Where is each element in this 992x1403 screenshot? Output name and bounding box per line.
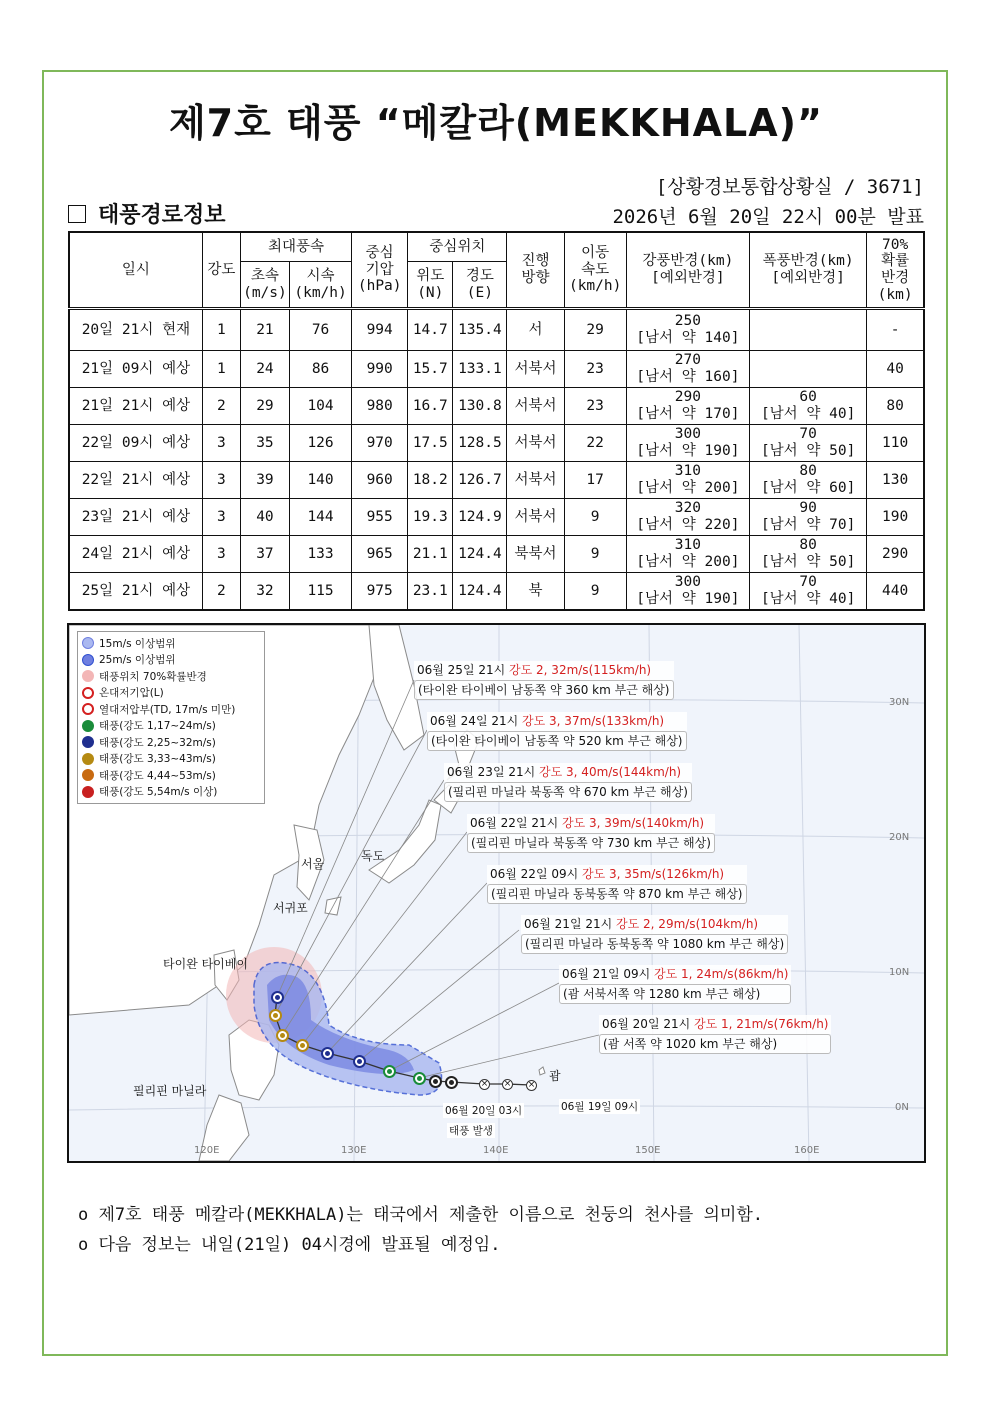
header-wind-kmh: 시속 (km/h) xyxy=(289,262,351,309)
cell-prob: 110 xyxy=(867,425,924,462)
cell-dir: 북 xyxy=(507,573,564,611)
cell-speed: 9 xyxy=(564,573,626,611)
legend-item xyxy=(82,652,260,669)
extratropical-low-icon xyxy=(82,687,94,699)
typhoon-position-icon xyxy=(296,1039,309,1052)
header-storm-radius: 폭풍반경(km) [예외반경] xyxy=(750,232,867,309)
cell-hpa: 965 xyxy=(352,536,408,573)
cell-gale: 320 [남서 약 220] xyxy=(626,499,749,536)
typhoon-position-icon xyxy=(445,1076,458,1089)
issued-time: 2026년 6월 20일 22시 00분 발표 xyxy=(612,206,924,228)
cell-kmh: 126 xyxy=(289,425,351,462)
annotation-location: (괌 서북서쪽 약 1280 km 부근 해상) xyxy=(559,984,791,1005)
cell-ms: 35 xyxy=(240,425,289,462)
legend-label: 15m/s 이상범위 xyxy=(99,637,176,650)
cell-ms: 24 xyxy=(240,351,289,388)
cell-kmh: 140 xyxy=(289,462,351,499)
grid-label: 130E xyxy=(341,1145,367,1156)
place-seoul: 서울 xyxy=(301,857,325,871)
cell-lat: 15.7 xyxy=(408,351,453,388)
cell-storm: 80 [남서 약 50] xyxy=(750,536,867,573)
grid-label: 20N xyxy=(889,832,910,843)
cell-lat: 23.1 xyxy=(408,573,453,611)
legend-item xyxy=(82,685,260,702)
cell-kmh: 104 xyxy=(289,388,351,425)
annotation-strength: 강도 2, 29m/s(104km/h) xyxy=(616,917,759,931)
header-direction: 진행 방향 xyxy=(507,232,564,309)
annotation-strength: 강도 1, 21m/s(76km/h) xyxy=(694,1017,829,1031)
cell-gale: 250 [남서 약 140] xyxy=(626,309,749,351)
cell-ms: 37 xyxy=(240,536,289,573)
cell-strength: 3 xyxy=(202,425,240,462)
typhoon-map xyxy=(67,623,926,1163)
cell-speed: 9 xyxy=(564,536,626,573)
cell-storm: 70 [남서 약 50] xyxy=(750,425,867,462)
header-datetime: 일시 xyxy=(69,232,202,309)
legend-item xyxy=(82,635,260,652)
cell-prob: 440 xyxy=(867,573,924,611)
cell-strength: 2 xyxy=(202,573,240,611)
legend-label: 태풍(강도 5,54m/s 이상) xyxy=(99,786,218,799)
cell-ms: 29 xyxy=(240,388,289,425)
cell-speed: 22 xyxy=(564,425,626,462)
cell-prob: 130 xyxy=(867,462,924,499)
cell-datetime: 23일 21시 예상 xyxy=(69,499,202,536)
place-dokdo: 독도 xyxy=(361,849,385,863)
cell-speed: 23 xyxy=(564,388,626,425)
legend-item xyxy=(82,718,260,735)
legend-item xyxy=(82,701,260,718)
cell-hpa: 960 xyxy=(352,462,408,499)
legend-label: 25m/s 이상범위 xyxy=(99,654,176,667)
cell-gale: 300 [남서 약 190] xyxy=(626,425,749,462)
cell-speed: 9 xyxy=(564,499,626,536)
cell-hpa: 990 xyxy=(352,351,408,388)
place-guam: 괌 xyxy=(549,1069,561,1083)
typhoon-1-icon xyxy=(82,720,94,732)
track-annotation xyxy=(599,1015,831,1054)
cell-strength: 3 xyxy=(202,462,240,499)
header-probability: 70% 확률 반경 (km) xyxy=(867,232,924,309)
cell-speed: 17 xyxy=(564,462,626,499)
grid-label: 30N xyxy=(889,697,910,708)
cell-dir: 서북서 xyxy=(507,499,564,536)
table-row xyxy=(69,573,924,611)
annotation-date: 06월 24일 21시 xyxy=(430,714,519,728)
track-annotation xyxy=(427,712,687,751)
legend-label: 온대저기압(L) xyxy=(99,687,164,700)
cell-storm: 70 [남서 약 40] xyxy=(750,573,867,611)
cell-storm xyxy=(750,309,867,351)
cell-hpa: 970 xyxy=(352,425,408,462)
cell-kmh: 76 xyxy=(289,309,351,351)
cell-lon: 135.4 xyxy=(453,309,507,351)
cell-lon: 126.7 xyxy=(453,462,507,499)
grid-label: 160E xyxy=(794,1145,820,1156)
header-wind-ms: 초속 (m/s) xyxy=(240,262,289,309)
cell-storm xyxy=(750,351,867,388)
grid-label: 0N xyxy=(895,1102,909,1113)
header-lon: 경도 (E) xyxy=(453,262,507,309)
cell-datetime: 25일 21시 예상 xyxy=(69,573,202,611)
table-row xyxy=(69,536,924,573)
annotation-strength: 강도 3, 37m/s(133km/h) xyxy=(522,714,665,728)
typhoon-position-icon xyxy=(276,1029,289,1042)
table-row xyxy=(69,351,924,388)
cell-dir: 서북서 xyxy=(507,351,564,388)
annotation-date: 06월 22일 21시 xyxy=(470,816,559,830)
typhoon-3-icon xyxy=(82,753,94,765)
annotation-location: (필리핀 마닐라 북동쪽 약 730 km 부근 해상) xyxy=(467,833,715,854)
cell-gale: 310 [남서 약 200] xyxy=(626,536,749,573)
tropical-depression-icon: × xyxy=(527,1080,536,1090)
cell-lat: 16.7 xyxy=(408,388,453,425)
annotation-location: (타이완 타이베이 남동쪽 약 360 km 부근 해상) xyxy=(414,680,674,701)
grid-label: 140E xyxy=(483,1145,509,1156)
annotation-strength: 강도 2, 32m/s(115km/h) xyxy=(509,663,652,677)
legend-label: 태풍(강도 4,44~53m/s) xyxy=(99,769,216,782)
legend-label: 태풍(강도 3,33~43m/s) xyxy=(99,753,216,766)
legend-label: 태풍위치 70%확률반경 xyxy=(99,670,207,683)
cell-ms: 39 xyxy=(240,462,289,499)
cell-lon: 124.9 xyxy=(453,499,507,536)
cell-speed: 29 xyxy=(564,309,626,351)
cell-datetime: 22일 21시 예상 xyxy=(69,462,202,499)
header-speed: 이동 속도 (km/h) xyxy=(564,232,626,309)
cell-storm: 60 [남서 약 40] xyxy=(750,388,867,425)
storm-area-icon xyxy=(82,654,94,666)
annotation-date: 06월 25일 21시 xyxy=(417,663,506,677)
annotation-date: 06월 22일 09시 xyxy=(490,867,579,881)
cell-dir: 서북서 xyxy=(507,462,564,499)
table-row xyxy=(69,462,924,499)
legend-item xyxy=(82,668,260,685)
grid-label: 120E xyxy=(194,1145,220,1156)
annotation-strength: 강도 3, 35m/s(126km/h) xyxy=(582,867,725,881)
cell-gale: 300 [남서 약 190] xyxy=(626,573,749,611)
annotation-date: 06월 23일 21시 xyxy=(447,765,536,779)
cell-lon: 133.1 xyxy=(453,351,507,388)
cell-ms: 32 xyxy=(240,573,289,611)
annotation-strength: 강도 3, 40m/s(144km/h) xyxy=(539,765,682,779)
typhoon-position-icon xyxy=(413,1072,426,1085)
cell-prob: 80 xyxy=(867,388,924,425)
track-annotation xyxy=(444,763,692,802)
track-annotation xyxy=(467,814,715,853)
cell-strength: 1 xyxy=(202,309,240,351)
typhoon-position-icon xyxy=(271,991,284,1004)
annotation-location: (필리핀 마닐라 북동쪽 약 670 km 부근 해상) xyxy=(444,782,692,803)
note-line: o 다음 정보는 내일(21일) 04시경에 발표될 예정임. xyxy=(78,1235,501,1255)
cell-dir: 북북서 xyxy=(507,536,564,573)
legend-item xyxy=(82,784,260,801)
track-annotation xyxy=(521,915,788,954)
cell-gale: 270 [남서 약 160] xyxy=(626,351,749,388)
cell-datetime: 21일 09시 예상 xyxy=(69,351,202,388)
page-title: 제7호 태풍 “메칼라(MEKKHALA)” xyxy=(168,101,824,145)
place-seogwipo: 서귀포 xyxy=(273,901,308,915)
cell-storm: 90 [남서 약 70] xyxy=(750,499,867,536)
cell-ms: 21 xyxy=(240,309,289,351)
note-line: o 제7호 태풍 메칼라(MEKKHALA)는 태국에서 제출한 이름으로 천둥의 천사를 의미함. xyxy=(78,1205,763,1225)
table-row xyxy=(69,388,924,425)
cell-lon: 124.4 xyxy=(453,573,507,611)
cell-kmh: 115 xyxy=(289,573,351,611)
typhoon-position-icon xyxy=(321,1047,334,1060)
annotation-date: 06월 20일 21시 xyxy=(602,1017,691,1031)
cell-datetime: 24일 21시 예상 xyxy=(69,536,202,573)
typhoon-position-icon xyxy=(429,1075,442,1088)
formed-date: 06월 20일 03시 xyxy=(445,1105,523,1117)
cell-lat: 14.7 xyxy=(408,309,453,351)
cell-hpa: 994 xyxy=(352,309,408,351)
cell-prob: 190 xyxy=(867,499,924,536)
cell-lon: 124.4 xyxy=(453,536,507,573)
header-gale-radius: 강풍반경(km) [예외반경] xyxy=(626,232,749,309)
cell-hpa: 980 xyxy=(352,388,408,425)
annotation-location: (타이완 타이베이 남동쪽 약 520 km 부근 해상) xyxy=(427,731,687,752)
cell-lat: 17.5 xyxy=(408,425,453,462)
checkbox-icon xyxy=(68,205,86,223)
gale-area-icon xyxy=(82,637,94,649)
header-pressure: 중심 기압 (hPa) xyxy=(352,232,408,309)
place-manila: 필리핀 마닐라 xyxy=(133,1084,207,1098)
header-max-wind: 최대풍속 xyxy=(240,232,351,262)
legend-item xyxy=(82,767,260,784)
cell-strength: 2 xyxy=(202,388,240,425)
table-row xyxy=(69,425,924,462)
source-label: [상황경보통합상황실 / 3671] xyxy=(655,176,924,198)
track-annotation xyxy=(559,965,791,1004)
legend-label: 태풍(강도 2,25~32m/s) xyxy=(99,736,216,749)
annotation-strength: 강도 1, 24m/s(86km/h) xyxy=(654,967,789,981)
tropical-depression-icon xyxy=(82,703,94,715)
cell-kmh: 133 xyxy=(289,536,351,573)
tropical-depression-icon: × xyxy=(480,1079,489,1089)
legend-item xyxy=(82,734,260,751)
annotation-location: (필리핀 마닐라 동북동쪽 약 1080 km 부근 해상) xyxy=(521,934,788,955)
section-title: 태풍경로정보 xyxy=(98,203,226,228)
cell-strength: 3 xyxy=(202,536,240,573)
table-row xyxy=(69,309,924,351)
cell-kmh: 144 xyxy=(289,499,351,536)
probability-radius-icon xyxy=(82,670,94,682)
cell-gale: 290 [남서 약 170] xyxy=(626,388,749,425)
place-taipei: 타이완 타이베이 xyxy=(163,957,248,971)
cell-lon: 130.8 xyxy=(453,388,507,425)
cell-prob: 290 xyxy=(867,536,924,573)
cell-dir: 서북서 xyxy=(507,388,564,425)
cell-gale: 310 [남서 약 200] xyxy=(626,462,749,499)
grid-label: 10N xyxy=(889,967,910,978)
header-strength: 강도 xyxy=(202,232,240,309)
cell-strength: 1 xyxy=(202,351,240,388)
header-center: 중심위치 xyxy=(408,232,507,262)
header-lat: 위도 (N) xyxy=(408,262,453,309)
legend-label: 태풍(강도 1,17~24m/s) xyxy=(99,720,216,733)
cell-dir: 서북서 xyxy=(507,425,564,462)
annotation-location: (괌 서쪽 약 1020 km 부근 해상) xyxy=(599,1034,831,1055)
map-legend xyxy=(77,631,265,804)
typhoon-4-icon xyxy=(82,769,94,781)
typhoon-track-table xyxy=(68,231,925,611)
cell-datetime: 20일 21시 현재 xyxy=(69,309,202,351)
table-row xyxy=(69,499,924,536)
typhoon-position-icon xyxy=(353,1055,366,1068)
cell-ms: 40 xyxy=(240,499,289,536)
cell-storm: 80 [남서 약 60] xyxy=(750,462,867,499)
cell-lat: 21.1 xyxy=(408,536,453,573)
cell-prob: - xyxy=(867,309,924,351)
grid-label: 150E xyxy=(635,1145,661,1156)
annotation-location: (필리핀 마닐라 동북동쪽 약 870 km 부근 해상) xyxy=(487,884,747,905)
track-annotation xyxy=(414,661,674,700)
cell-hpa: 955 xyxy=(352,499,408,536)
cell-strength: 3 xyxy=(202,499,240,536)
cell-datetime: 21일 21시 예상 xyxy=(69,388,202,425)
typhoon-5-icon xyxy=(82,786,94,798)
legend-label: 열대저압부(TD, 17m/s 미만) xyxy=(99,703,236,716)
cell-speed: 23 xyxy=(564,351,626,388)
legend-item xyxy=(82,751,260,768)
annotation-strength: 강도 3, 39m/s(140km/h) xyxy=(562,816,705,830)
typhoon-position-icon xyxy=(269,1009,282,1022)
cell-kmh: 86 xyxy=(289,351,351,388)
cell-dir: 서 xyxy=(507,309,564,351)
cell-lat: 18.2 xyxy=(408,462,453,499)
tropical-depression-icon: × xyxy=(503,1079,512,1089)
early-date: 06월 19일 09시 xyxy=(561,1101,639,1113)
cell-hpa: 975 xyxy=(352,573,408,611)
cell-datetime: 22일 09시 예상 xyxy=(69,425,202,462)
track-annotation xyxy=(487,865,747,904)
cell-lon: 128.5 xyxy=(453,425,507,462)
formed-text: 태풍 발생 xyxy=(449,1125,493,1137)
typhoon-position-icon xyxy=(383,1065,396,1078)
typhoon-2-icon xyxy=(82,736,94,748)
annotation-date: 06월 21일 21시 xyxy=(524,917,613,931)
cell-lat: 19.3 xyxy=(408,499,453,536)
section-heading xyxy=(68,198,226,229)
cell-prob: 40 xyxy=(867,351,924,388)
annotation-date: 06월 21일 09시 xyxy=(562,967,651,981)
